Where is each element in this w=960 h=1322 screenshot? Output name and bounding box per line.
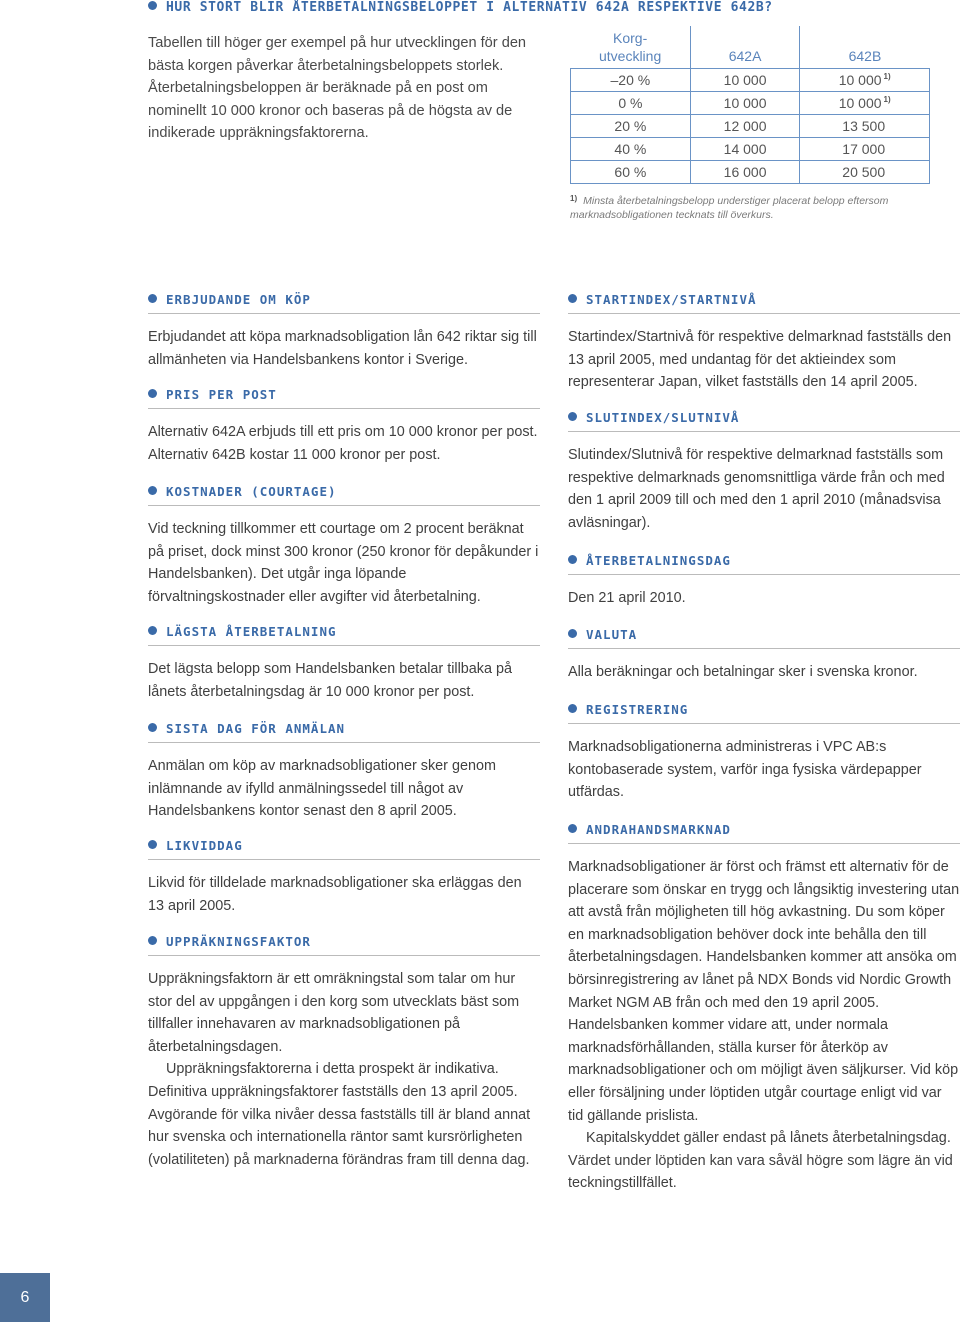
section-heading-text: VALUTA	[586, 627, 638, 642]
table-row	[571, 114, 930, 137]
bullet-icon	[148, 626, 157, 635]
cell-642a: 10 000	[690, 91, 800, 114]
cell-642b-value: 20 500	[842, 163, 886, 180]
section-heading	[148, 292, 540, 314]
intro-text: Tabellen till höger ger exempel på hur utvecklingen för den bästa korgen påverkar återbetalningsbeloppets storlek. Återbetalningsbeloppen är beräknade på en post om nominellt 10 000 kronor och baseras på de högsta av de indikerade uppräkningsfaktorerna.	[148, 35, 527, 141]
section-body	[148, 872, 540, 917]
cell-642b	[800, 91, 930, 114]
section-body	[568, 856, 960, 1195]
section-slutindex-slutniva	[568, 410, 960, 534]
section-body	[148, 326, 540, 371]
section-heading	[148, 838, 540, 860]
section-erbjudande-om-kop	[148, 292, 540, 371]
section-lagsta-aterbetalning	[148, 624, 540, 703]
section-body	[568, 587, 960, 610]
cell-642a: 16 000	[690, 160, 800, 183]
section-heading-text: SISTA DAG FÖR ANMÄLAN	[166, 721, 346, 736]
section-heading-text: ÅTERBETALNINGSDAG	[586, 553, 731, 568]
paragraph: Marknadsobligationerna administreras i VPC AB:s kontobaserade system, varför inga fysiska värdepapper utfärdas.	[568, 739, 922, 801]
bullet-icon	[568, 294, 577, 303]
section-heading-text: PRIS PER POST	[166, 387, 277, 402]
section-heading-text: LÄGSTA ÅTERBETALNING	[166, 624, 337, 639]
section-heading	[568, 410, 960, 432]
table-footnote	[570, 192, 930, 222]
bullet-icon	[568, 704, 577, 713]
section-heading	[568, 292, 960, 314]
paragraph: Erbjudandet att köpa marknadsobligation lån 642 riktar sig till allmänheten via Handelsbankens kontor i Sverige.	[148, 329, 537, 368]
section-heading-text: KOSTNADER (COURTAGE)	[166, 484, 337, 499]
section-heading	[148, 484, 540, 506]
paragraph: Uppräkningsfaktorn är ett omräkningstal som talar om hur stor del av uppgången i den korg som utvecklats bäst som tillfaller innehavaren av marknadsobligationen på återbetalningsdagen.	[148, 971, 520, 1055]
section-body	[148, 518, 540, 608]
section-heading	[148, 934, 540, 956]
section-body	[568, 326, 960, 394]
cell-642b	[800, 114, 930, 137]
cell-korgutveckling: 0 %	[571, 91, 691, 114]
bullet-icon	[568, 824, 577, 833]
paragraph: Alternativ 642A erbjuds till ett pris om 10 000 kronor per post. Alternativ 642B kostar 11 000 kronor per post.	[148, 424, 538, 463]
section-heading	[568, 553, 960, 575]
section-heading-text: ANDRAHANDSMARKNAD	[586, 822, 731, 837]
paragraph: Kapitalskyddet gäller endast på lånets återbetalningsdag. Värdet under löptiden kan vara såväl högre som lägre än vid teckningstillfället.	[568, 1130, 953, 1192]
section-heading	[148, 624, 540, 646]
bullet-icon	[148, 486, 157, 495]
cell-642b-value: 13 500	[842, 117, 886, 134]
bullet-icon	[148, 389, 157, 398]
bullet-icon	[148, 840, 157, 849]
section-body	[568, 661, 960, 684]
section-heading	[568, 822, 960, 844]
bullet-icon	[148, 936, 157, 945]
section-kostnader-courtage	[148, 484, 540, 608]
section-heading	[568, 627, 960, 649]
bullet-icon	[148, 1, 157, 10]
cell-korgutveckling: 60 %	[571, 160, 691, 183]
section-heading-text: SLUTINDEX/SLUTNIVÅ	[586, 410, 740, 425]
paragraph: Slutindex/Slutnivå för respektive delmarknad fastställs som respektive delmarknads genomsnittliga värde från och med den 1 april 2009 till och med den 1 april 2010 (månadsvisa avläsningar).	[568, 447, 945, 531]
section-body	[148, 755, 540, 823]
table-row	[571, 91, 930, 114]
section-heading	[148, 721, 540, 743]
paragraph: Startindex/Startnivå för respektive delmarknad fastställs den 13 april 2005, med undantag för det aktieindex som representerar Japan, vilket fastställs den 14 april 2005.	[568, 329, 952, 391]
cell-642a: 12 000	[690, 114, 800, 137]
page-number: 6	[0, 1273, 50, 1322]
section-likviddag	[148, 838, 540, 917]
paragraph: Det lägsta belopp som Handelsbanken betalar tillbaka på lånets återbetalningsdag är 10 000 kronor per post.	[148, 661, 512, 700]
section-andrahandsmarknad	[568, 822, 960, 1195]
payout-table	[570, 26, 930, 184]
section-heading-text: REGISTRERING	[586, 702, 689, 717]
section-registrering	[568, 702, 960, 804]
section-heading	[568, 702, 960, 724]
table-body	[571, 68, 930, 183]
cell-642b	[800, 160, 930, 183]
paragraph: Uppräkningsfaktorerna i detta prospekt är indikativa. Definitiva uppräkningsfaktorer fastställs den 13 april 2005. Avgörande för vilka nivåer dessa fastställs till är bland annat hur svenska och internationella räntor samt kursrörligheten (volatiliteten) på marknaderna förändras fram till denna dag.	[148, 1061, 531, 1168]
paragraph: Alla beräkningar och betalningar sker i svenska kronor.	[568, 664, 918, 680]
section-heading	[148, 387, 540, 409]
section-body	[148, 968, 540, 1171]
footnote-ref: 1)	[883, 71, 891, 81]
section-heading-text: STARTINDEX/STARTNIVÅ	[586, 292, 757, 307]
paragraph: Marknadsobligationer är först och främst ett alternativ för de placerare som önskar en trygg och långsiktig investering utan att avstå från möjligheten till hög avkastning. Du som köper en marknadsobligation behöver dock inte behålla den till återbetalningsdagen. Handelsbanken kommer att ansöka om börsinregistrering av lånet på NDX Bonds vid Nordic Growth Market NGM AB från och med den 19 april 2005. Handelsbanken kommer vidare att, under normala marknadsförhållanden, ställa kurser för återköp av marknadsobligationer och om möjligt även säljkurser. Vid köp eller försäljning under löptiden utgår courtage enligt vid var tid gällande prislista.	[568, 859, 960, 1124]
section-upprakningsfaktor	[148, 934, 540, 1171]
cell-642a: 10 000	[690, 68, 800, 91]
footnote-mark: 1)	[570, 193, 578, 203]
bullet-icon	[148, 723, 157, 732]
col-header-642a: 642A	[690, 26, 800, 68]
section-heading-text: LIKVIDDAG	[166, 838, 243, 853]
page-heading	[148, 0, 773, 16]
section-body	[148, 421, 540, 466]
bullet-icon	[148, 294, 157, 303]
cell-korgutveckling: 40 %	[571, 137, 691, 160]
paragraph: Anmälan om köp av marknadsobligationer sker genom inlämnande av ifylld anmälningssedel till något av Handelsbankens kontor senast den 8 april 2005.	[148, 758, 496, 820]
section-heading-text: ERBJUDANDE OM KÖP	[166, 292, 311, 307]
section-pris-per-post	[148, 387, 540, 466]
cell-642b-value: 17 000	[842, 140, 886, 157]
col-header-642b: 642B	[800, 26, 930, 68]
section-aterbetalningsdag	[568, 553, 960, 610]
table-row	[571, 160, 930, 183]
footnote-ref: 1)	[883, 94, 891, 104]
cell-642b-value: 10 000	[838, 94, 882, 111]
payout-table-wrap	[570, 26, 930, 222]
paragraph: Likvid för tilldelade marknadsobligationer ska erläggas den 13 april 2005.	[148, 875, 522, 914]
section-body	[568, 736, 960, 804]
section-body	[148, 658, 540, 703]
paragraph: Den 21 april 2010.	[568, 590, 686, 606]
cell-korgutveckling: –20 %	[571, 68, 691, 91]
cell-korgutveckling: 20 %	[571, 114, 691, 137]
bullet-icon	[568, 412, 577, 421]
cell-642b	[800, 137, 930, 160]
cell-642b-value: 10 000	[838, 71, 882, 88]
footnote-text: Minsta återbetalningsbelopp understiger placerat belopp eftersom marknadsobligationen tecknats till överkurs.	[570, 194, 889, 221]
col-header-korgutveckling: Korg- utveckling	[598, 29, 662, 64]
section-valuta	[568, 627, 960, 684]
section-body	[568, 444, 960, 534]
section-heading-text: UPPRÄKNINGSFAKTOR	[166, 934, 311, 949]
bullet-icon	[568, 629, 577, 638]
section-sista-dag-for-anmalan	[148, 721, 540, 823]
section-startindex-startniva	[568, 292, 960, 394]
table-row	[571, 137, 930, 160]
table-row	[571, 68, 930, 91]
page-heading-text: HUR STORT BLIR ÅTERBETALNINGSBELOPPET I ALTERNATIV 642A RESPEKTIVE 642B?	[166, 0, 773, 15]
bullet-icon	[568, 555, 577, 564]
cell-642a: 14 000	[690, 137, 800, 160]
cell-642b	[800, 68, 930, 91]
paragraph: Vid teckning tillkommer ett courtage om 2 procent beräknat på priset, dock minst 300 kronor (250 kronor för depåkunder i Handelsbanken). Det utgår inga löpande förvaltningskostnader eller avgifter vid återbetalning.	[148, 521, 539, 605]
